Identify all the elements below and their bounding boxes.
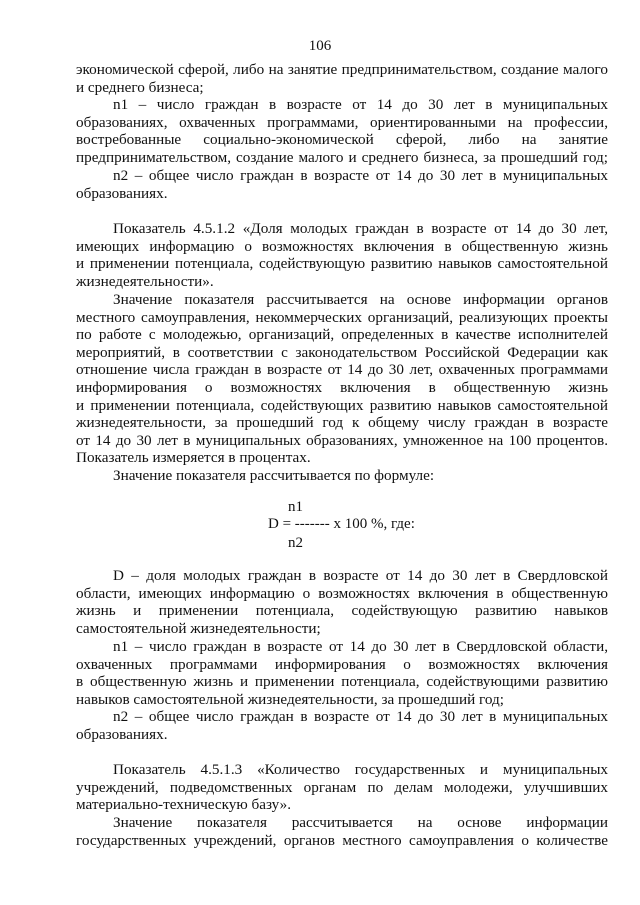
- text-line: Значение показателя рассчитывается по формуле:: [113, 467, 435, 484]
- text-line: в общественную жизнь и применении потенциала, содействующими развитию: [76, 673, 608, 691]
- formula-line: D = ------- x 100 %, где:: [268, 516, 415, 532]
- text-line: охваченных программами информирования о возможностях включения: [76, 655, 608, 673]
- formula-denominator: n2: [288, 535, 303, 551]
- paragraph-n2-definition-2: [76, 708, 608, 743]
- text-line: n1 – число граждан в возрасте от 14 до 30 лет в Свердловской области,: [113, 638, 608, 655]
- paragraph-n1-definition: [76, 96, 608, 166]
- text-line: экономической сферой, либо на занятие предпринимательством, создание малого: [76, 61, 608, 78]
- text-line: информирования о возможностях включения в общественную жизнь: [76, 378, 608, 396]
- formula-numerator: n1: [288, 499, 303, 515]
- text-line: Показатель 4.5.1.2 «Доля молодых граждан в возрасте от 14 до 30 лет,: [113, 220, 608, 237]
- text-line: Значение показателя рассчитывается на основе информации органов: [113, 291, 608, 308]
- text-line: от 14 до 30 лет в муниципальных образованиях, умноженное на 100 процентов.: [76, 431, 608, 449]
- text-line: жизнедеятельности».: [76, 272, 214, 290]
- text-line: государственных учреждений, органов местного самоуправления о количестве: [76, 831, 608, 849]
- text-line: Показатель измеряется в процентах.: [76, 449, 311, 467]
- text-line: самостоятельной жизнедеятельности;: [76, 619, 321, 637]
- page-number: 106: [308, 38, 332, 54]
- text-line: имеющих информацию о возможностях включения в общественную жизнь: [76, 237, 608, 255]
- text-line: и среднего бизнеса;: [76, 78, 204, 96]
- text-line: образованиях.: [76, 184, 168, 202]
- paragraph-n1-definition-2: [76, 638, 608, 708]
- text-line: учреждений, подведомственных органам по делам молодежи, улучшивших: [76, 778, 608, 796]
- paragraph-continuation: [76, 61, 608, 96]
- text-line: жизнь и применении потенциала, содействующую развитию навыков: [76, 602, 608, 620]
- text-line: навыков самостоятельной жизнедеятельности, за прошедший год;: [76, 690, 504, 708]
- text-line: отношение числа граждан в возрасте от 14 до 30 лет, охваченных программами: [76, 361, 608, 379]
- text-line: и применении потенциала, содействующих развитию навыков самостоятельной: [76, 396, 608, 414]
- text-line: D – доля молодых граждан в возрасте от 14 до 30 лет в Свердловской: [113, 567, 608, 584]
- text-line: Показатель 4.5.1.3 «Количество государственных и муниципальных: [113, 761, 608, 778]
- text-line: по работе с молодежью, организаций, определенных в качестве исполнителей: [76, 326, 608, 344]
- text-line: области, имеющих информацию о возможностях включения в общественную: [76, 584, 608, 602]
- paragraph-indicator-4513: [76, 761, 608, 814]
- text-line: востребованные социально-экономической сферой, либо на занятие: [76, 131, 608, 149]
- text-line: n1 – число граждан в возрасте от 14 до 30 лет в муниципальных: [113, 96, 608, 113]
- text-line: предпринимательством, создание малого и среднего бизнеса, за прошедший год;: [76, 148, 608, 166]
- text-line: образованиях, охваченных программами, ориентированными на профессии,: [76, 113, 608, 131]
- text-line: Значение показателя рассчитывается на основе информации: [113, 814, 608, 831]
- text-line: n2 – общее число граждан в возрасте от 14 до 30 лет в муниципальных: [113, 167, 608, 184]
- paragraph-calculation: [76, 291, 608, 467]
- text-line: мероприятий, в соответствии с законодательством Российской Федерации как: [76, 343, 608, 361]
- text-line: n2 – общее число граждан в возрасте от 14 до 30 лет в муниципальных: [113, 708, 608, 725]
- text-line: местного самоуправления, некоммерческих организаций, реализующих проекты: [76, 308, 608, 326]
- paragraph-indicator-4512: [76, 220, 608, 290]
- paragraph-d-definition: [76, 567, 608, 637]
- text-line: образованиях.: [76, 725, 168, 743]
- paragraph-n2-definition: [76, 167, 608, 202]
- text-line: и применении потенциала, содействующую развитию навыков самостоятельной: [76, 255, 608, 273]
- paragraph-calculation-2: [76, 814, 608, 849]
- text-line: материально-техническую базу».: [76, 796, 292, 814]
- text-line: жизнедеятельности, за прошедший год к общему числу граждан в возрасте: [76, 414, 608, 432]
- paragraph-formula-intro: [76, 467, 608, 485]
